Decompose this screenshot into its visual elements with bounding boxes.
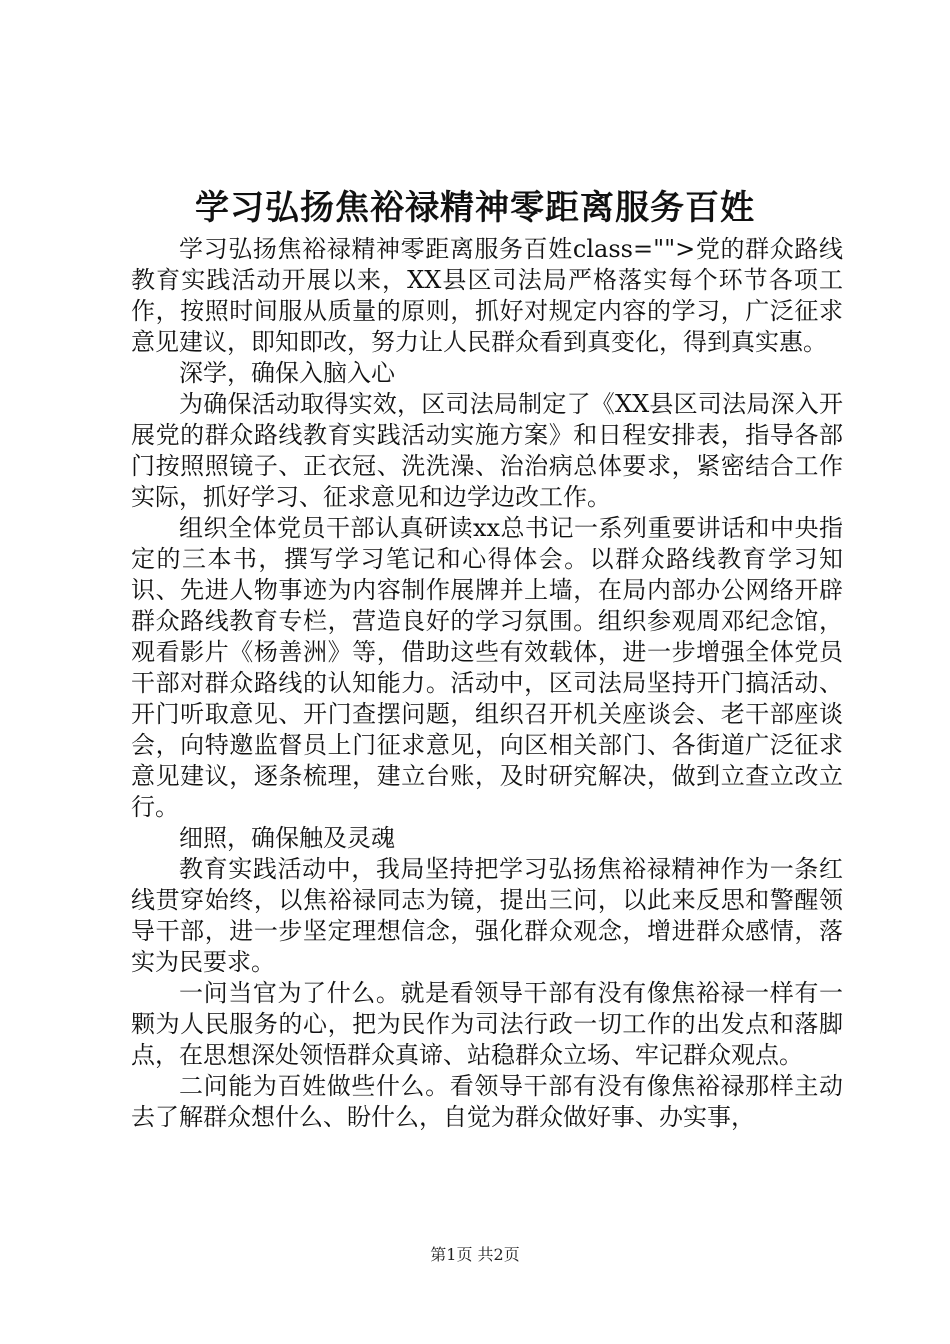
paragraph-intro: 学习弘扬焦裕禄精神零距离服务百姓class="">党的群众路线教育实践活动开展以来，XX县区司法局严格落实每个环节各项工作，按照时间服从质量的原则，抓好对规定内容的学习，广泛征求意见建议，即知即改，努力让人民群众看到真变化，得到真实惠。 <box>131 235 843 356</box>
paragraph-question-two: 二问能为百姓做些什么。看领导干部有没有像焦裕禄那样主动去了解群众想什么、盼什么，自觉为群众做好事、办实事， <box>131 1072 843 1131</box>
page-indicator: 第1页 共2页 <box>430 1245 520 1264</box>
paragraph-question-one: 一问当官为了什么。就是看领导干部有没有像焦裕禄一样有一颗为人民服务的心，把为民作为司法行政一切工作的出发点和落脚点，在思想深处领悟群众真谛、站稳群众立场、牢记群众观点。 <box>131 979 843 1069</box>
document-body <box>131 234 843 1133</box>
paragraph-three-questions: 教育实践活动中，我局坚持把学习弘扬焦裕禄精神作为一条红线贯穿始终，以焦裕禄同志为镜，提出三问，以此来反思和警醒领导干部，进一步坚定理想信念，强化群众观念，增进群众感情，落实为民要求。 <box>131 855 843 976</box>
paragraph-plan: 为确保活动取得实效，区司法局制定了《XX县区司法局深入开展党的群众路线教育实践活动实施方案》和日程安排表，指导各部门按照照镜子、正衣冠、洗洗澡、治治病总体要求，紧密结合工作实际，抓好学习、征求意见和边学边改工作。 <box>131 390 843 511</box>
section-heading-deep-study: 深学，确保入脑入心 <box>179 359 395 387</box>
section-heading-reflection: 细照，确保触及灵魂 <box>179 824 395 852</box>
paragraph-study-activities: 组织全体党员干部认真研读xx总书记一系列重要讲话和中央指定的三本书，撰写学习笔记和心得体会。以群众路线教育学习知识、先进人物事迹为内容制作展牌并上墙，在局内部办公网络开辟群众路线教育专栏，营造良好的学习氛围。组织参观周邓纪念馆，观看影片《杨善洲》等，借助这些有效载体，进一步增强全体党员干部对群众路线的认知能力。活动中，区司法局坚持开门搞活动、开门听取意见、开门查摆问题，组织召开机关座谈会、老干部座谈会，向特邀监督员上门征求意见，向区相关部门、各街道广泛征求意见建议，逐条梳理，建立台账，及时研究解决，做到立查立改立行。 <box>131 514 843 821</box>
document-title: 学习弘扬焦裕禄精神零距离服务百姓 <box>195 188 755 228</box>
